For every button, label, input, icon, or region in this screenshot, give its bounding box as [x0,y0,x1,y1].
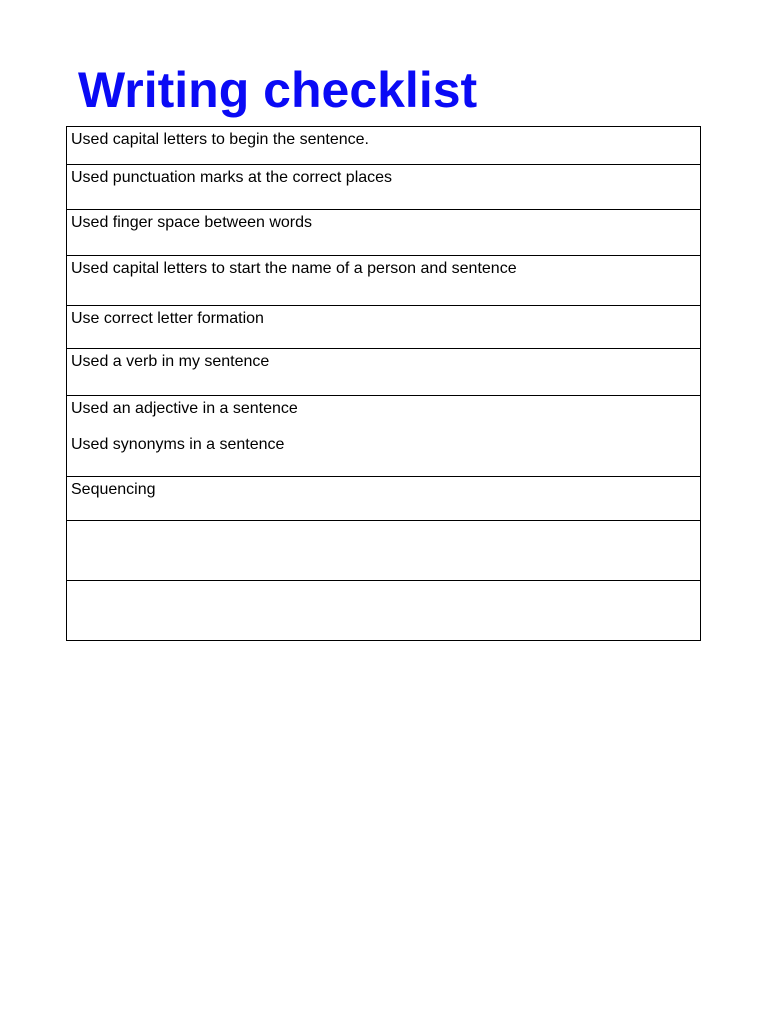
checklist-cell [67,256,701,306]
checklist-cell [67,477,701,521]
checklist-cell-empty [67,521,701,581]
table-row [67,581,701,641]
checklist-item-text: Use correct letter formation [71,310,264,327]
checklist-cell [67,210,701,256]
checklist-cell [67,127,701,165]
checklist-item-text: Sequencing [71,481,156,498]
table-row [67,349,701,396]
table-row [67,396,701,477]
checklist-item-text: Used a verb in my sentence [71,353,270,370]
checklist-cell [67,349,701,396]
page-title: Writing checklist [78,62,478,118]
checklist-item-text: Used punctuation marks at the correct places [71,169,393,186]
table-row [67,256,701,306]
checklist-item-text: Used an adjective in a sentence [71,400,298,417]
table-row [67,477,701,521]
table-row [67,521,701,581]
checklist-cell [67,396,701,477]
checklist-item-text: Used synonyms in a sentence [71,436,285,453]
writing-checklist-table [66,126,701,641]
table-row [67,165,701,210]
table-row [67,127,701,165]
checklist-item-text: Used capital letters to start the name of a person and sentence [71,260,517,277]
checklist-item-text: Used finger space between words [71,214,313,231]
checklist-item-text: Used capital letters to begin the sentence. [71,131,369,148]
table-row [67,210,701,256]
checklist-cell [67,165,701,210]
checklist-cell [67,306,701,349]
checklist-cell-empty [67,581,701,641]
table-row [67,306,701,349]
